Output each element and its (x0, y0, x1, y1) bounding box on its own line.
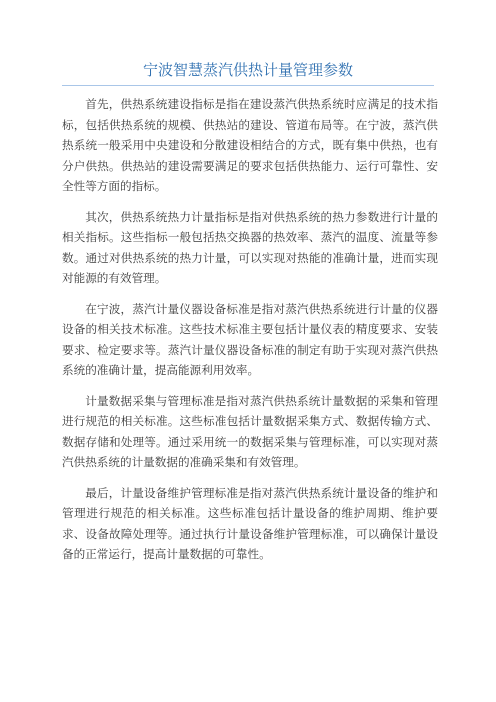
title-underline (62, 85, 434, 86)
paragraph-2: 其次，供热系统热力计量指标是指对供热系统的热力参数进行计量的相关指标。这些指标一般包括热交换器的热效率、蒸汽的温度、流量等参数。通过对供热系统的热力计量，可以实现对热能的准确计量，进而实现对能源的有效管理。 (62, 209, 438, 285)
paragraph-3: 在宁波，蒸汽计量仪器设备标准是指对蒸汽供热系统进行计量的仪器设备的相关技术标准。这些技术标准主要包括计量仪表的精度要求、安装要求、检定要求等。蒸汽计量仪器设备标准的制定有助于实现对蒸汽供热系统的准确计量，提高能源利用效率。 (62, 301, 438, 377)
paragraph-4: 计量数据采集与管理标准是指对蒸汽供热系统计量数据的采集和管理进行规范的相关标准。这些标准包括计量数据采集方式、数据传输方式、数据存储和处理等。通过采用统一的数据采集与管理标准，可以实现对蒸汽供热系统的计量数据的准确采集和有效管理。 (62, 393, 438, 469)
paragraph-5: 最后，计量设备维护管理标准是指对蒸汽供热系统计量设备的维护和管理进行规范的相关标准。这些标准包括计量设备的维护周期、维护要求、设备故障处理等。通过执行计量设备维护管理标准，可以确保计量设备的正常运行，提高计量数据的可靠性。 (62, 485, 438, 561)
paragraph-1: 首先，供热系统建设指标是指在建设蒸汽供热系统时应满足的技术指标，包括供热系统的规模、供热站的建设、管道布局等。在宁波，蒸汽供热系统一般采用中央建设和分散建设相结合的方式，既有集中供热，也有分户供热。供热站的建设需要满足的要求包括供热能力、运行可靠性、安全性等方面的指标。 (62, 97, 438, 193)
document-body (62, 94, 438, 575)
document-title: 宁波智慧蒸汽供热计量管理参数 (142, 61, 353, 79)
